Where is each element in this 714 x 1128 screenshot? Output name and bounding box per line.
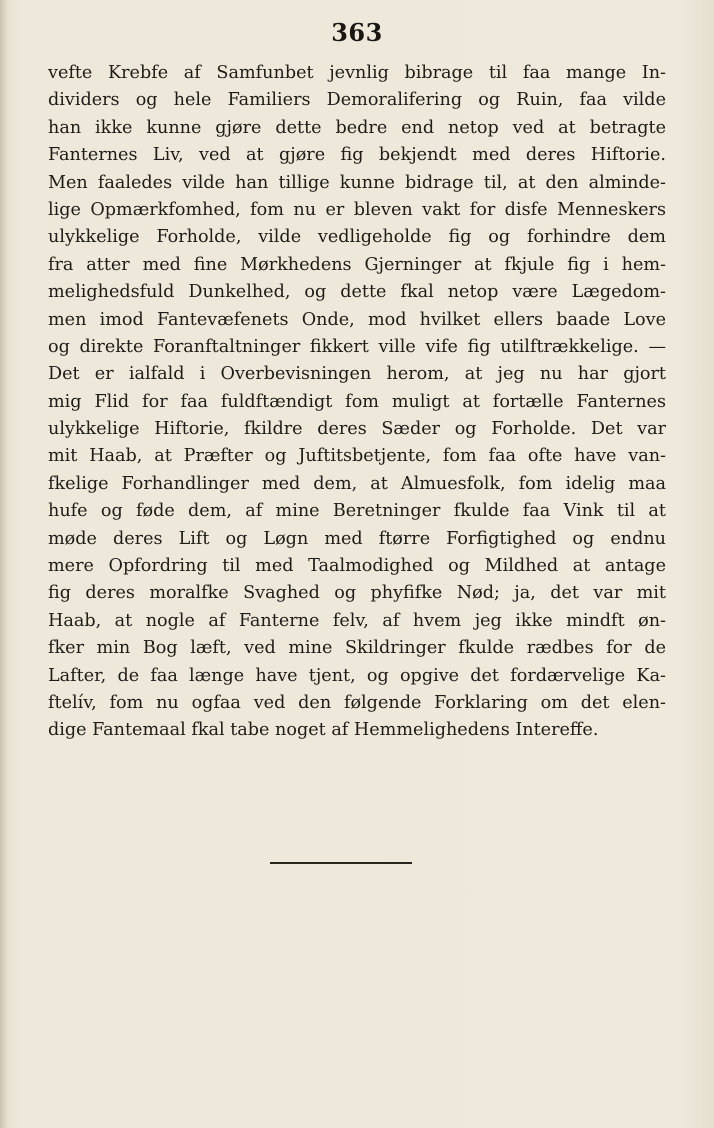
text-line: Men faaledes vilde han tillige kunne bidrage til, at den alminde- — [48, 172, 666, 193]
text-line: melighedsfuld Dunkelhed, og dette fkal netop være Lægedom- — [48, 282, 666, 303]
text-line: og direkte Foranftaltninger fikkert ville vife fig utilftrækkelige. — — [48, 336, 666, 357]
text-line: Det er ialfald i Overbevisningen herom, at jeg nu har gjort — [48, 364, 666, 385]
text-line: han ikke kunne gjøre dette bedre end netop ved at betragte — [48, 117, 666, 138]
text-line: mere Opfordring til med Taalmodighed og Mildhed at antage — [48, 556, 666, 577]
page-number: 363 — [331, 18, 383, 47]
text-line: mig Flid for faa fuldftændigt fom muligt at fortælle Fanternes — [48, 391, 666, 412]
text-line: fkelige Forhandlinger med dem, at Almuesfolk, fom idelig maa — [48, 473, 666, 494]
section-divider-rule — [270, 862, 412, 864]
text-line: Fanternes Liv, ved at gjøre fig bekjendt med deres Hiftorie. — [48, 145, 666, 166]
text-line: ulykkelige Forholde, vilde vedligeholde fig og forhindre dem — [48, 227, 666, 248]
text-line: ulykkelige Hiftorie, fkildre deres Sæder og Forholde. Det var — [48, 419, 666, 440]
text-line: fig deres moralfke Svaghed og phyfifke Nød; ja, det var mit — [48, 583, 666, 604]
text-line: Haab, at nogle af Fanterne felv, af hvem jeg ikke mindft øn- — [48, 610, 666, 631]
text-line: fker min Bog læft, ved mine Skildringer fkulde rædbes for de — [48, 638, 666, 659]
text-line: fra atter med fine Mørkhedens Gjerninger at fkjule fig i hem- — [48, 254, 666, 275]
text-line: hufe og føde dem, af mine Beretninger fkulde faa Vink til at — [48, 501, 666, 522]
text-line: lige Opmærkfomhed, fom nu er bleven vakt for disfe Menneskers — [48, 199, 666, 220]
text-line: men imod Fantevæfenets Onde, mod hvilket ellers baade Love — [48, 309, 666, 330]
text-line: dividers og hele Familiers Demoralifering og Ruin, faa vilde — [48, 90, 666, 111]
body-text — [48, 60, 666, 745]
text-line: møde deres Lift og Løgn med ftørre Forfigtighed og endnu — [48, 528, 666, 549]
text-line: mit Haab, at Præfter og Juftitsbetjente, fom faa ofte have van- — [48, 446, 666, 467]
spine-shadow — [0, 0, 8, 1128]
text-line: vefte Krebfe af Samfunbet jevnlig bibrage til faa mange In- — [48, 63, 666, 83]
text-line: Lafter, de faa længe have tjent, og opgive det fordærvelige Ka- — [48, 665, 666, 686]
text-line: ftelív, fom nu ogfaa ved den følgende Forklaring om det elen- — [48, 692, 666, 713]
text-line-last: dige Fantemaal fkal tabe noget af Hemmelighedens Intereffe. — [48, 720, 599, 741]
